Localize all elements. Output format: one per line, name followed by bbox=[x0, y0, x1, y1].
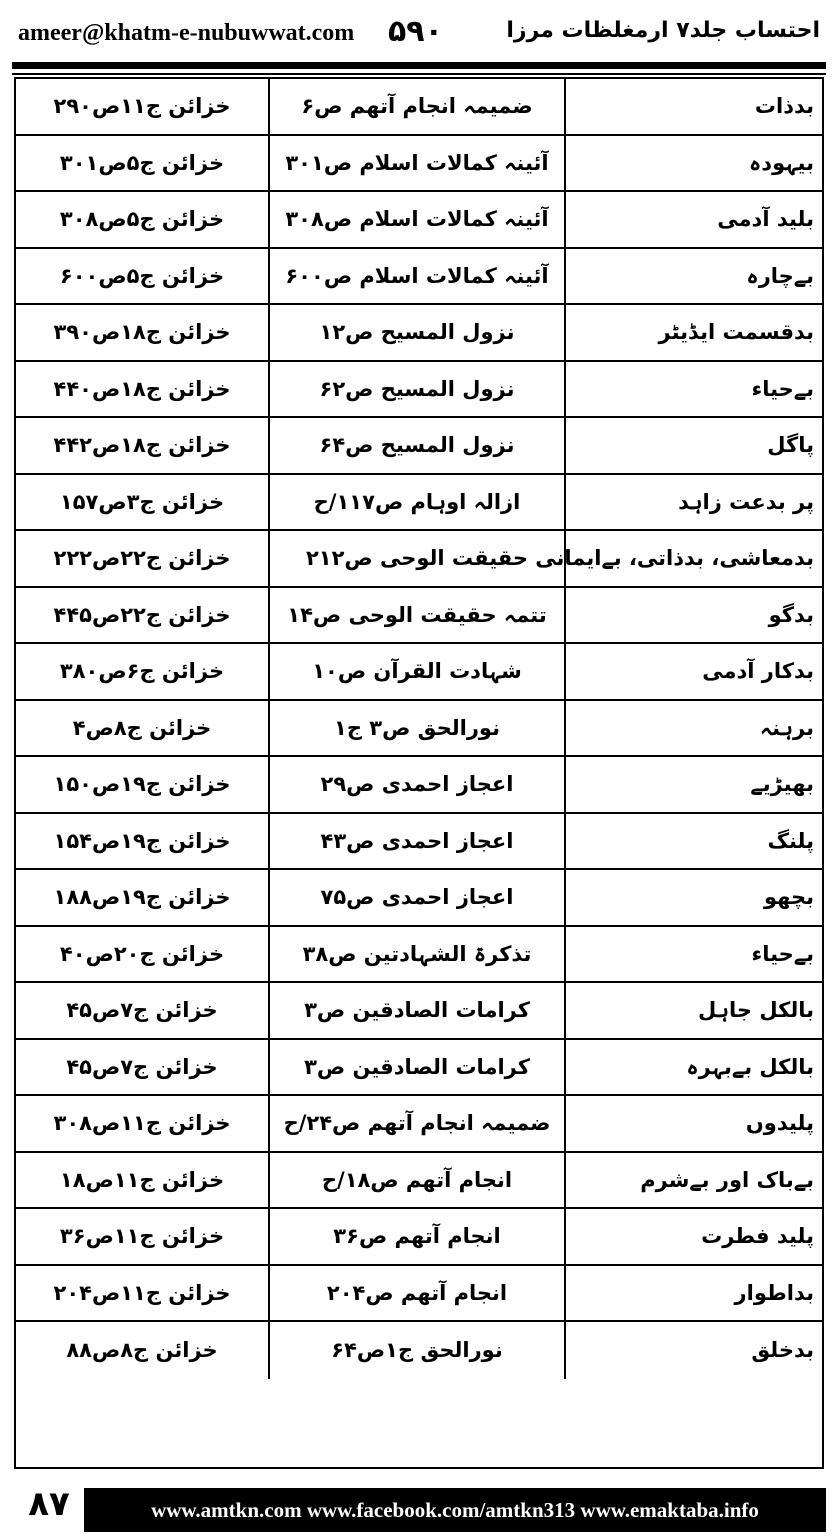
ref-cell: خزائن ج۱۸ص۴۴۲ bbox=[53, 433, 231, 458]
ref-cell: خزائن ج۵ص۳۰۱ bbox=[59, 150, 225, 175]
ref-cell: خزائن ج۸ص۴ bbox=[72, 715, 212, 740]
book-cell: آئینہ کمالات اسلام ص۶۰۰ bbox=[268, 249, 566, 304]
footer-links-bar: www.amtkn.com www.facebook.com/amtkn313 www.emaktaba.info bbox=[84, 1488, 826, 1532]
book-cell: نزول المسیح ص۶۲ bbox=[268, 362, 566, 417]
book-cell: اعجاز احمدی ص۷۵ bbox=[268, 870, 566, 925]
book-cell: نزول المسیح ص۶۴ bbox=[268, 418, 566, 473]
ref-cell: خزائن ج۱۹ص۱۸۸ bbox=[53, 885, 231, 910]
term-cell: بدکار آدمی bbox=[702, 659, 814, 684]
book-cell: آئینہ کمالات اسلام ص۳۰۸ bbox=[268, 192, 566, 247]
table-row bbox=[16, 136, 822, 193]
ref-cell: خزائن ج۱۱ص۳۶ bbox=[59, 1224, 225, 1249]
ref-cell: خزائن ج۷ص۴۵ bbox=[66, 1054, 218, 1079]
book-cell: آئینہ کمالات اسلام ص۳۰۱ bbox=[268, 136, 566, 191]
term-cell: بےباک اور بےشرم bbox=[640, 1167, 814, 1192]
term-cell: بےحیاء bbox=[751, 376, 814, 401]
table-row bbox=[16, 1153, 822, 1210]
term-cell: بچھو bbox=[763, 885, 814, 910]
term-cell: پاگل bbox=[767, 433, 814, 458]
book-cell: کرامات الصادقین ص۳ bbox=[268, 1040, 566, 1095]
book-cell: انجام آتھم ص۲۰۴ bbox=[268, 1266, 566, 1321]
book-cell: ازالہ اوہام ص۱۱۷/ح bbox=[268, 475, 566, 530]
ref-cell: خزائن ج۱۱ص۱۸ bbox=[59, 1167, 225, 1192]
table-row bbox=[16, 249, 822, 306]
term-cell: بےچارہ bbox=[746, 263, 814, 288]
term-cell: بےحیاء bbox=[751, 941, 814, 966]
book-cell: تتمہ حقیقت الوحی ص۱۴ bbox=[268, 588, 566, 643]
ref-cell: خزائن ج۱۸ص۳۹۰ bbox=[53, 320, 231, 345]
term-cell: بالکل بےبہرہ bbox=[686, 1054, 814, 1079]
book-cell: ضمیمہ انجام آتھم ص۲۴/ح bbox=[268, 1096, 566, 1151]
ref-cell: خزائن ج۸ص۸۸ bbox=[66, 1338, 218, 1363]
table-row bbox=[16, 701, 822, 758]
table-row bbox=[16, 927, 822, 984]
book-cell: تذکرۃ الشہادتین ص۳۸ bbox=[268, 927, 566, 982]
book-cell: اعجاز احمدی ص۴۳ bbox=[268, 814, 566, 869]
table-row bbox=[16, 644, 822, 701]
term-cell: بالکل جاہل bbox=[698, 998, 814, 1023]
book-cell: شہادت القرآن ص۱۰ bbox=[268, 644, 566, 699]
table-row bbox=[16, 870, 822, 927]
term-cell: بدقسمت ایڈیٹر bbox=[658, 320, 814, 345]
header-book-title: احتساب جلد۷ ارمغلظات مرزا bbox=[506, 18, 820, 43]
term-cell: بداطوار bbox=[734, 1280, 814, 1305]
table-row bbox=[16, 588, 822, 645]
table-row bbox=[16, 1266, 822, 1323]
header-rule-thin bbox=[12, 73, 826, 75]
table-row bbox=[16, 418, 822, 475]
ref-cell: خزائن ج۲۰ص۴۰ bbox=[59, 941, 225, 966]
book-cell: اعجاز احمدی ص۲۹ bbox=[268, 757, 566, 812]
ref-cell: خزائن ج۱۱ص۲۹۰ bbox=[53, 94, 231, 119]
ref-cell: خزائن ج۵ص۳۰۸ bbox=[59, 207, 225, 232]
table-row bbox=[16, 531, 822, 588]
book-cell: حقیقت الوحی ص۲۱۲ bbox=[268, 531, 566, 586]
term-cell: بیہودہ bbox=[748, 150, 814, 175]
ref-cell: خزائن ج۱۸ص۴۴۰ bbox=[53, 376, 231, 401]
table-row bbox=[16, 983, 822, 1040]
table-row bbox=[16, 362, 822, 419]
table-row bbox=[16, 475, 822, 532]
book-cell: ضمیمہ انجام آتھم ص۶ bbox=[268, 79, 566, 134]
term-cell: پلنگ bbox=[767, 828, 814, 853]
table-row bbox=[16, 814, 822, 871]
term-cell: بدخلق bbox=[751, 1338, 814, 1363]
table-row bbox=[16, 192, 822, 249]
ref-cell: خزائن ج۱۹ص۱۵۰ bbox=[53, 772, 231, 797]
footer-page-number: ۸۷ bbox=[28, 1484, 70, 1524]
book-cell: کرامات الصادقین ص۳ bbox=[268, 983, 566, 1038]
book-cell: نزول المسیح ص۱۲ bbox=[268, 305, 566, 360]
table-row bbox=[16, 79, 822, 136]
term-cell: بلید آدمی bbox=[717, 207, 814, 232]
ref-cell: خزائن ج۱۱ص۳۰۸ bbox=[53, 1111, 231, 1136]
ref-cell: خزائن ج۷ص۴۵ bbox=[66, 998, 218, 1023]
page-header bbox=[18, 14, 820, 54]
book-cell: انجام آتھم ص۳۶ bbox=[268, 1209, 566, 1264]
ref-cell: خزائن ج۵ص۶۰۰ bbox=[59, 263, 225, 288]
ref-cell: خزائن ج۶ص۳۸۰ bbox=[59, 659, 225, 684]
table-row bbox=[16, 757, 822, 814]
ref-cell: خزائن ج۲۲ص۴۴۵ bbox=[53, 602, 231, 627]
book-cell: نورالحق ص۳ ج۱ bbox=[268, 701, 566, 756]
reference-table bbox=[14, 77, 824, 1469]
header-page-number: ۵۹۰ bbox=[388, 14, 443, 49]
term-cell: پلیدوں bbox=[745, 1111, 814, 1136]
table-row bbox=[16, 305, 822, 362]
term-cell: بدگو bbox=[768, 602, 814, 627]
header-email: ameer@khatm-e-nubuwwat.com bbox=[18, 20, 355, 46]
term-cell: بدمعاشی، بدذاتی، بےایمانی bbox=[535, 546, 814, 571]
term-cell: بھیڑیے bbox=[750, 772, 814, 797]
page-footer bbox=[14, 1476, 826, 1532]
term-cell: پر بدعت زاہد bbox=[678, 489, 814, 514]
table-row bbox=[16, 1209, 822, 1266]
ref-cell: خزائن ج۳ص۱۵۷ bbox=[59, 489, 225, 514]
term-cell: برہنہ bbox=[759, 715, 814, 740]
ref-cell: خزائن ج۱۹ص۱۵۴ bbox=[53, 828, 231, 853]
ref-cell: خزائن ج۲۲ص۲۲۲ bbox=[53, 546, 231, 571]
ref-cell: خزائن ج۱۱ص۲۰۴ bbox=[53, 1280, 231, 1305]
table-row bbox=[16, 1096, 822, 1153]
term-cell: پلید فطرت bbox=[701, 1224, 814, 1249]
table-row bbox=[16, 1322, 822, 1379]
book-cell: نورالحق ج۱ص۶۴ bbox=[268, 1322, 566, 1379]
header-rule-thick bbox=[12, 62, 826, 69]
book-cell: انجام آتھم ص۱۸/ح bbox=[268, 1153, 566, 1208]
term-cell: بدذات bbox=[754, 94, 814, 119]
table-row bbox=[16, 1040, 822, 1097]
